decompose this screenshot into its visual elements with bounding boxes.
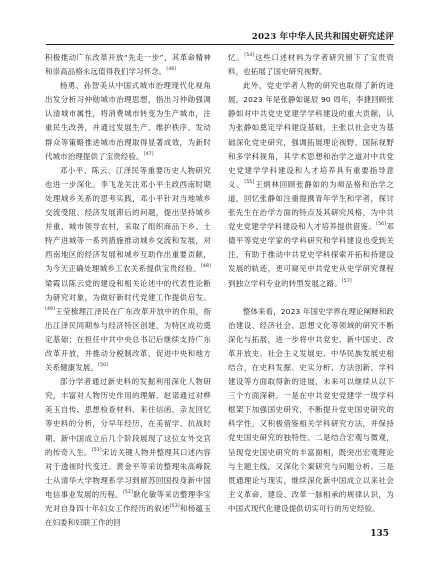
citation-ref: [49]	[45, 306, 56, 312]
citation-ref: [55]	[244, 179, 255, 185]
citation-ref: [53]	[169, 504, 180, 510]
paragraph: 忆。[54]这些口述材料为学者研究留下了宝贵资料，也拓展了国史研究视野。	[228, 53, 394, 77]
left-column	[45, 51, 211, 530]
paragraph: 整体来看，2023 年国史学界在理论阐释和政治建设、经济社会、思想文化等领域的研究不断深化与拓展，进一步将中共党史、新中国史、改革开放史、社会主义发展史、中华民族发展史相结合，在史料发掘、史实分析、方法创新、学科建设等方面取得新的进展，未来可以继续从以下三个方面深耕。一是在中共党史党建学一级学科框架下加强国史研究，不断提升党史国史研究的科学性，又积极借鉴相关学科研究方法，并保持党史国史研究的独特性。二是结合宏观与微观，呈现党史国史研究的丰富面相，既突出宏观理论与主题主线，又深化个案研究与问题分析。三是贯通理论与现实，继续深化新中国成立以来社会主义革命、建设、改革一脉相承的规律认识，为中国式现代化建设提供切实可行的历史经验。	[228, 306, 394, 513]
citation-ref: [50]	[98, 363, 109, 369]
citation-ref: [57]	[341, 278, 352, 284]
citation-ref: [51]	[91, 447, 102, 453]
paragraph: 杨勇、孙智美从中国式城市治理现代化视角出发分析习仲勋城市治理思想，指出习仲勋强调认清城市属性，将消费城市转变为生产城市，注重民生改善，并通过发展生产、维护秩序、发动群众等策略推进城市治理取得显著成效，为新时代城市治理提供了宝贵经验。[47]	[45, 81, 211, 161]
citation-ref: [48]	[200, 264, 211, 270]
citation-ref: [56]	[376, 222, 387, 228]
right-column	[228, 51, 394, 516]
citation-ref: [52]	[122, 489, 134, 495]
paragraph: 部分学者通过新史料的发掘利用深化人物研究，丰富对人物历史作用的理解。赵诺通过对桦美玉自传、思想检查材料、来往信函、亲友回忆等史料的分析，分早年经历、在美留学、抗战时期、新中国成立后几个阶段展现了这位女外交官的传奇人生。[51]宋访关键人物并整理其口述内容对于透视时代变迁。黄金平等采访整理朱高峰院士从清华大学物理系学习到留苏回国投身新中国电信事业发展的历程。[52]耿化敏等采访整理李宝光对自身四十年妇女工作经历的叙述[53]和杨蕴玉在妇委和妇联工作的回	[45, 377, 211, 528]
citation-ref: [47]	[143, 151, 154, 157]
paragraph: 此外，党史学者人物的研究也取得了新的进展。2023 年是张静如诞辰 90 周年，李捷回顾张静如对中共党史党建学学科建设的重大贡献，认为张静如奠定学科建设基础，主张以社会史为基础深化党史研究，强调拓展理论视野，国际视野和多学科视角，其学术思想和治学之道对中共党史党建学学科建设和人才培养具有重要指导意义。[55]王炳林回顾张静如的为师品格和治学之道，回忆张静如注重提携青年学生和学者，探讨张先生在治学方面的特点及其研究风格，为中共党史党建学学科建设和人才培养提供借鉴。[56]邓德平等党史学家的学科研究和学科建设也受到关注，有助于推动中共党史学科探索开拓和持建设发展的轨迹，更可窥见中共党史从史学研究课程到独立学科专业的转型发展之路。[57]	[228, 81, 394, 288]
citation-ref: [54]	[244, 53, 255, 59]
header-rule	[46, 44, 394, 45]
paragraph: 积极推动广东改革开放“先走一步”，其革命精神和崇高品格永远值得我们学习怀念。[46]	[45, 53, 211, 77]
page-number: 135	[370, 529, 389, 539]
running-header: 2023 年中华人民共和国史研究述评	[251, 32, 394, 42]
citation-ref: [46]	[166, 67, 177, 73]
paragraph: 邓小平、陈云、江泽民等重要历史人物研究也进一步深化。李飞龙关注邓小平主政西南时期处理城乡关系的思考实践，邓小平针对当地城乡交流受阻、经济发展滞后的问题，提出坚持城乡并重、城市领导农村，采取了组织商品下乡、土特产进城等一系列措施推动城乡交流和发展，对西南地区的经济发展和城乡互助作出重要贡献，为今天正确处理城乡工农关系提供宝贵经验。[48]梁霞以陈云党的建设和相关论述中的代表性论断为研究对象，为做好新时代党建工作提供启发。[49]王莹梳理江泽民在广东改革开放中的作用，指出江泽民同期参与经济特区创建，为特区成功奠定基础；在担任中共中央总书记后继续支持广东改革开放，并推动分税制改革、促进中央和地方关系健康发展。[50]	[45, 165, 211, 373]
